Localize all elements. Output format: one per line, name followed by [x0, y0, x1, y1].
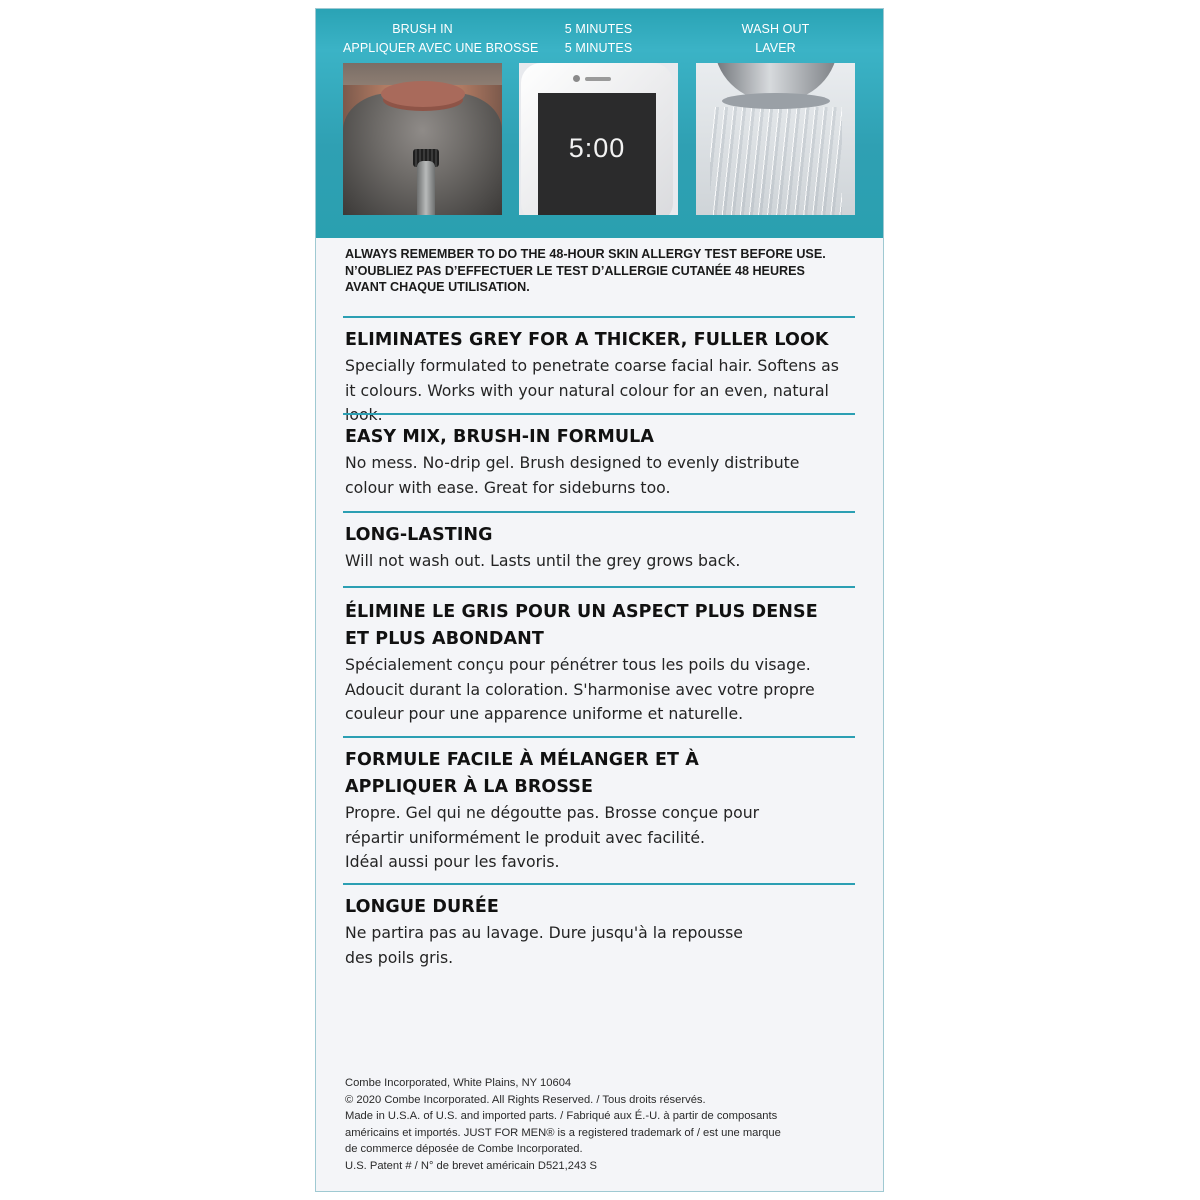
legal-text: Combe Incorporated, White Plains, NY 10604 © 2020 Combe Incorporated. All Rights Reserved. / Tous droits réservés. Made in U.S.A. of U.S. and imported parts. / Fabriqué aux É.-U. à partir de composants américains et importés. JUST FOR MEN® is a registered trademark of / est une marque de commerce déposée de Combe Incorporated. U.S. Patent # / N° de brevet américain D521,243 S [345, 1077, 781, 1172]
feature-section-elimine-le-gris [345, 599, 857, 727]
package-panel [315, 8, 884, 1192]
step-brush-in [343, 9, 539, 62]
section-title: LONG-LASTING [345, 525, 493, 545]
section-title: EASY MIX, BRUSH-IN FORMULA [345, 427, 655, 447]
section-body: Propre. Gel qui ne dégoutte pas. Brosse conçue pour répartir uniformément le produit avec facilité. Idéal aussi pour les favoris. [345, 803, 760, 871]
section-divider [343, 736, 855, 738]
section-body: Will not wash out. Lasts until the grey grows back. [345, 551, 741, 570]
timer-display: 5:00 [568, 133, 626, 163]
section-body: Ne partira pas au lavage. Dure jusqu'à la repousse des poils gris. [345, 923, 743, 967]
feature-section-long-lasting [345, 522, 857, 574]
step-label-en: WASH OUT [741, 22, 810, 36]
section-title: LONGUE DURÉE [345, 897, 499, 917]
step-5-minutes [519, 9, 678, 163]
section-divider [343, 511, 855, 513]
allergy-warning: ALWAYS REMEMBER TO DO THE 48-HOUR SKIN ALLERGY TEST BEFORE USE. N’OUBLIEZ PAS D’EFFECTUER LE TEST D’ALLERGIE CUTANÉE 48 HEURES AVANT CHAQUE UTILISATION. [345, 247, 826, 294]
phone-timer-image [519, 63, 678, 215]
section-divider [343, 316, 855, 318]
step-label-en: 5 MINUTES [564, 22, 633, 36]
shower-head-image [696, 63, 855, 215]
section-divider [343, 413, 855, 415]
section-body: Spécialement conçu pour pénétrer tous les poils du visage. Adoucit durant la coloration. S'harmonise avec votre propre couleur pour une apparence uniforme et naturelle. [345, 655, 815, 723]
section-title: ÉLIMINE LE GRIS POUR UN ASPECT PLUS DENSE ET PLUS ABONDANT [345, 602, 818, 649]
section-divider [343, 883, 855, 885]
step-label-fr: APPLIQUER AVEC UNE BROSSE [343, 41, 539, 55]
step-wash-out [696, 9, 855, 62]
section-divider [343, 586, 855, 588]
section-title: ELIMINATES GREY FOR A THICKER, FULLER LOOK [345, 330, 829, 350]
step-label-en: BRUSH IN [392, 22, 453, 36]
feature-section-easy-mix [345, 424, 857, 500]
section-body: No mess. No-drip gel. Brush designed to evenly distribute colour with ease. Great for sideburns too. [345, 453, 800, 497]
section-title: FORMULE FACILE À MÉLANGER ET À APPLIQUER À LA BROSSE [345, 750, 699, 797]
beard-brush-image [343, 63, 502, 215]
section-body: Specially formulated to penetrate coarse facial hair. Softens as it colours. Works with your natural colour for an even, natural [345, 356, 839, 400]
feature-section-formule-facile [345, 747, 857, 875]
feature-section-longue-duree [345, 894, 857, 970]
step-label-fr: 5 MINUTES [564, 41, 633, 55]
step-label-fr: LAVER [755, 41, 796, 55]
